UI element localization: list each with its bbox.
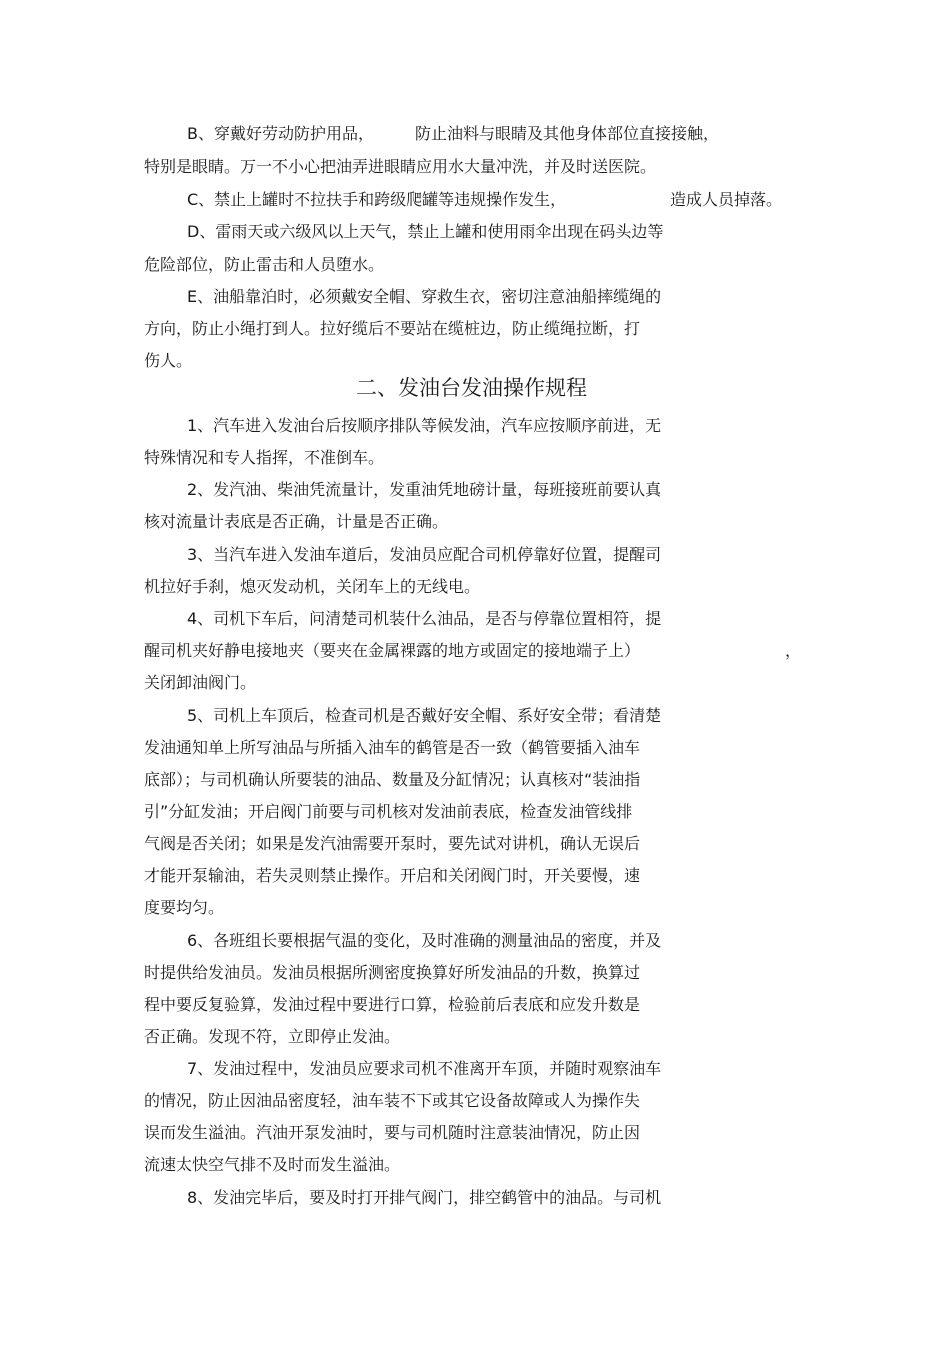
item-6-line-4: 否正确。发现不符，立即停止发油。 — [144, 1027, 401, 1046]
item-7-line-2: 的情况，防止因油品密度轻，油车装不下或其它设备故障或人为操作失 — [144, 1091, 641, 1110]
item-d-line-2: 危险部位，防止雷击和人员堕水。 — [144, 255, 385, 274]
item-b-line-2: 特别是眼睛。万一不小心把油弄进眼睛应用水大量冲洗，并及时送医院。 — [144, 157, 657, 176]
section-title: 二、发油台发油操作规程 — [356, 376, 587, 400]
item-b-line-1a: B、穿戴好劳动防护用品， — [187, 124, 374, 143]
item-e-line-3: 伤人。 — [144, 351, 193, 370]
item-3-line-1: 3、当汽车进入发油车道后，发油员应配合司机停靠好位置，提醒司 — [187, 545, 662, 564]
item-5-line-7: 度要均匀。 — [144, 898, 225, 917]
item-7-line-3: 误而发生溢油。汽油开泵发油时，要与司机随时注意装油情况，防止因 — [144, 1123, 641, 1142]
item-2-line-2: 核对流量计表底是否正确，计量是否正确。 — [144, 512, 449, 531]
item-8-line-1: 8、发油完毕后，要及时打开排气阀门，排空鹤管中的油品。与司机 — [187, 1188, 662, 1207]
item-6-line-1: 6、各班组长要根据气温的变化，及时准确的测量油品的密度，并及 — [187, 931, 662, 950]
item-5-line-6: 才能开泵输油，若失灵则禁止操作。开启和关闭阀门时，开关要慢，速 — [144, 866, 641, 885]
item-7-line-4: 流速太快空气排不及时而发生溢油。 — [144, 1155, 401, 1174]
item-2-line-1: 2、发汽油、柴油凭流量计，发重油凭地磅计量，每班接班前要认真 — [187, 480, 662, 499]
item-5-line-5: 气阀是否关闭；如果是发汽油需要开泵时，要先试对讲机，确认无误后 — [144, 834, 641, 853]
item-4-line-1: 4、司机下车后，问清楚司机装什么油品，是否与停靠位置相符，提 — [187, 609, 662, 628]
item-d-line-1: D、雷雨天或六级风以上天气，禁止上罐和使用雨伞出现在码头边等 — [187, 222, 664, 241]
item-1-line-2: 特殊情况和专人指挥，不准倒车。 — [144, 448, 385, 467]
item-7-line-1: 7、发油过程中，发油员应要求司机不准离开车顶，并随时观察油车 — [187, 1059, 662, 1078]
item-4-line-2: 醒司机夹好静电接地夹（要夹在金属裸露的地方或固定的接地端子上） — [144, 641, 641, 660]
item-b-line-1b: 防止油料与眼睛及其他身体部位直接接触， — [415, 124, 720, 143]
item-e-line-2: 方向，防止小绳打到人。拉好缆后不要站在缆桩边，防止缆绳拉断，打 — [144, 319, 641, 338]
item-c-line-1a: C、禁止上罐时不拉扶手和跨级爬罐等违规操作发生， — [187, 190, 567, 209]
item-6-line-2: 时提供给发油员。发油员根据所测密度换算好所发油品的升数，换算过 — [144, 963, 641, 982]
item-e-line-1: E、油船靠泊时，必须戴安全帽、穿救生衣，密切注意油船摔缆绳的 — [187, 287, 662, 306]
item-3-line-2: 机拉好手刹，熄灭发动机，关闭车上的无线电。 — [144, 577, 481, 596]
item-4-line-2-comma: ， — [785, 641, 802, 660]
item-1-line-1: 1、汽车进入发油台后按顺序排队等候发油，汽车应按顺序前进，无 — [187, 416, 662, 435]
item-c-line-1b: 造成人员掉落。 — [670, 190, 783, 209]
item-5-line-2: 发油通知单上所写油品与所插入油车的鹤管是否一致（鹤管要插入油车 — [144, 738, 641, 757]
item-4-line-3: 关闭卸油阀门。 — [144, 673, 257, 692]
item-5-line-1: 5、司机上车顶后，检查司机是否戴好安全帽、系好安全带；看清楚 — [187, 706, 662, 725]
item-5-line-4: 引”分缸发油；开启阀门前要与司机核对发油前表底，检查发油管线排 — [144, 802, 633, 821]
item-5-line-3: 底部）；与司机确认所要装的油品、数量及分缸情况；认真核对“装油指 — [144, 770, 641, 789]
item-6-line-3: 程中要反复验算，发油过程中要进行口算，检验前后表底和应发升数是 — [144, 995, 641, 1014]
